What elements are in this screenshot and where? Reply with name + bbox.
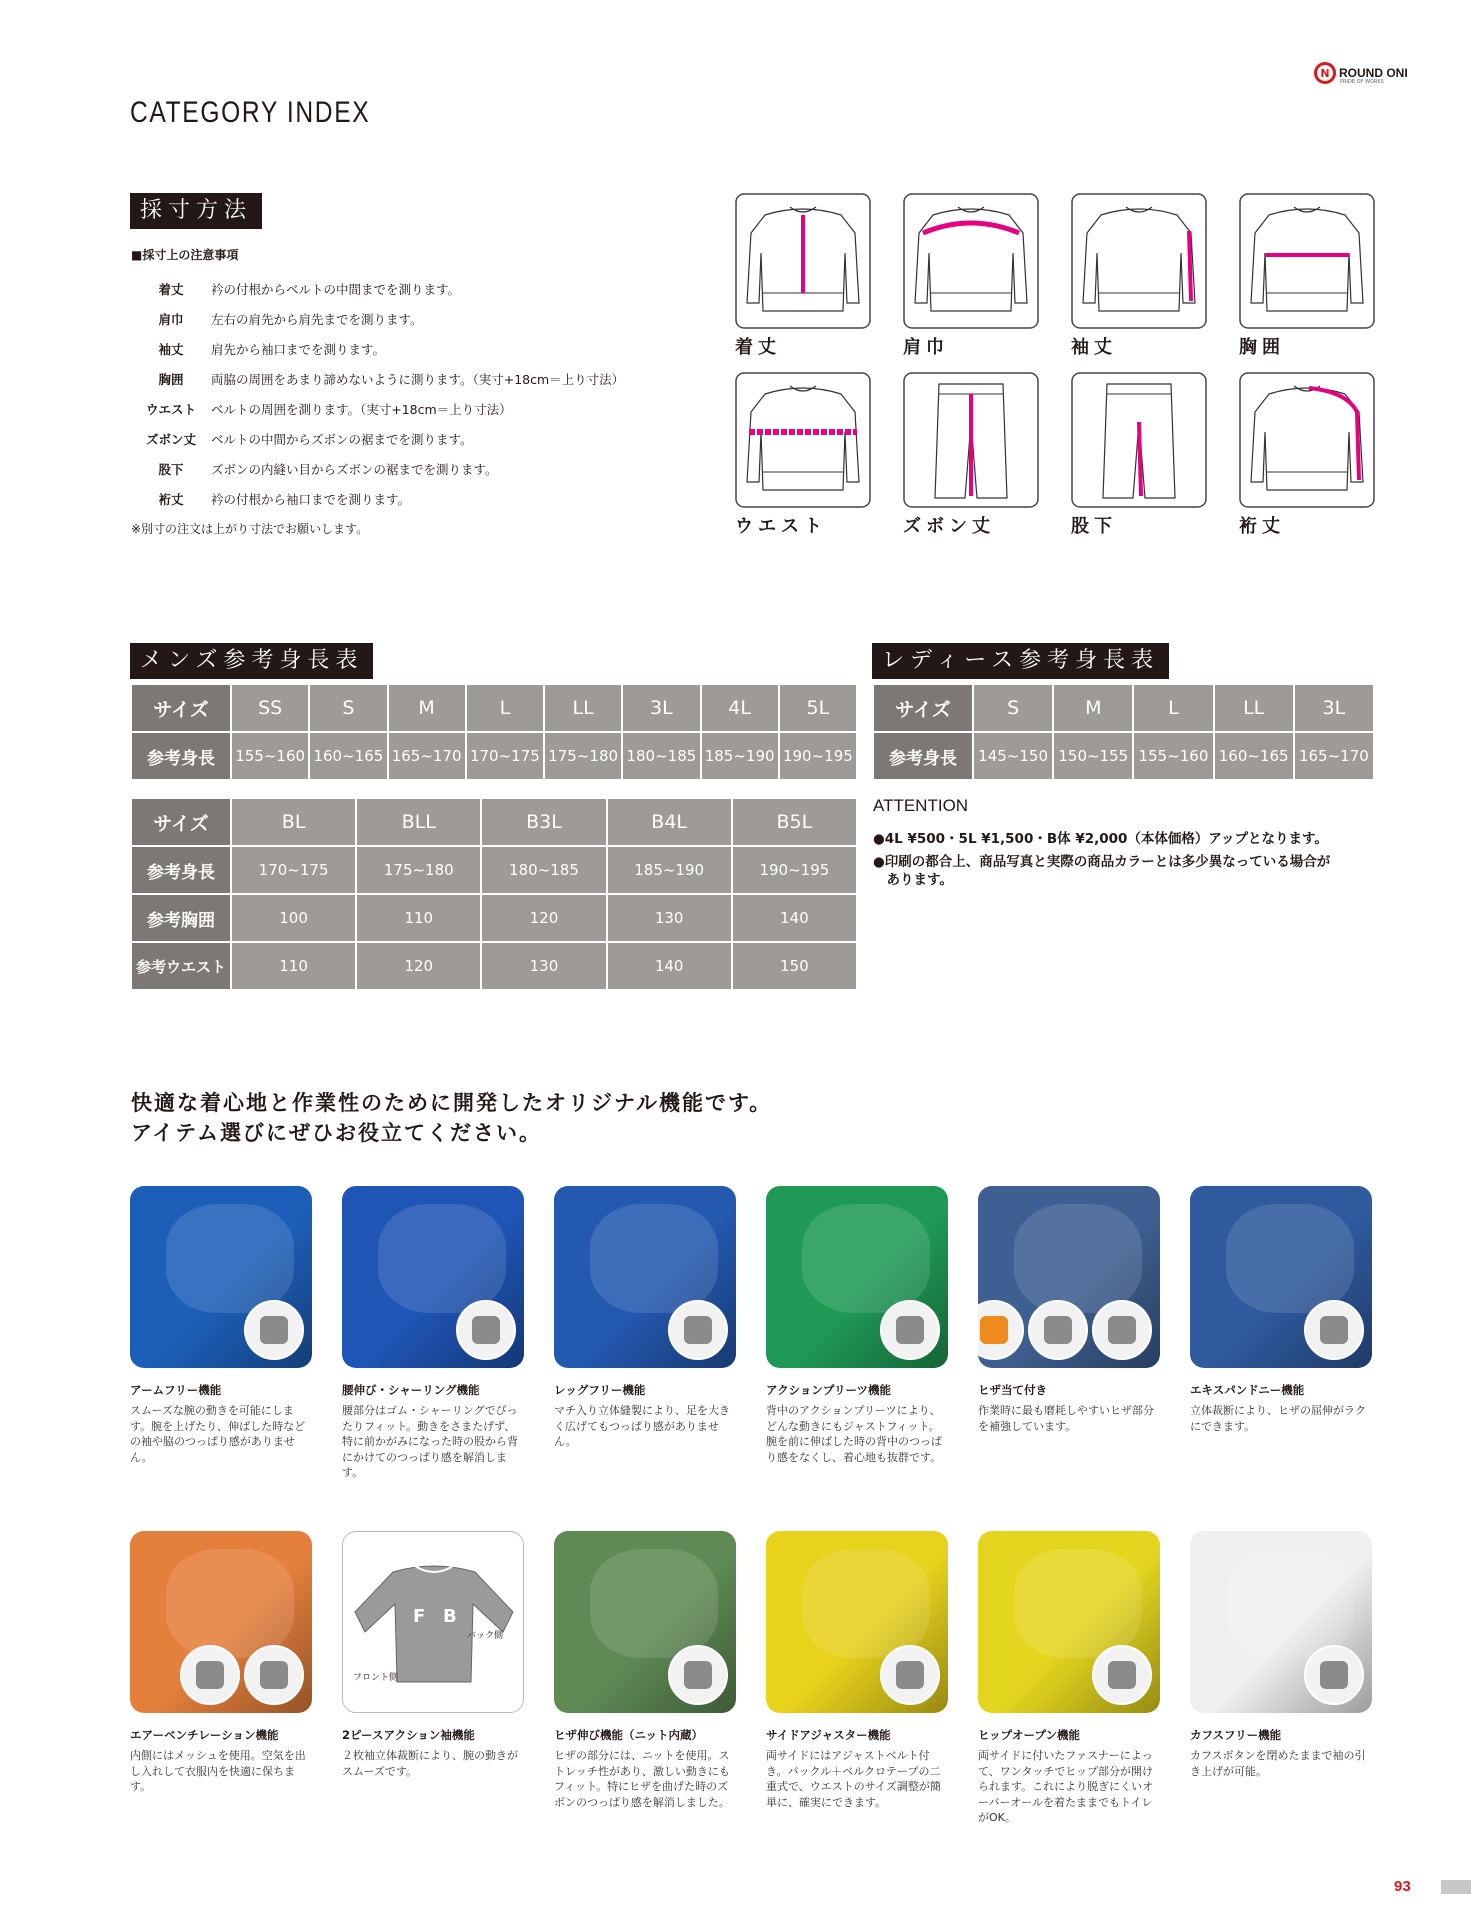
table-cell: 3L (1294, 684, 1374, 732)
garment-diagram-icon (903, 372, 1039, 508)
garment-diagram-icon (1071, 193, 1207, 329)
feature-card (978, 1531, 1160, 1826)
diagram-back-letter: B (443, 1606, 457, 1627)
feature-title: レッグフリー機能 (554, 1383, 646, 1397)
badge-figure (1044, 1316, 1072, 1344)
big-size-table (130, 797, 858, 991)
feature-desc: 腰部分はゴム・シャーリングでぴったりフィット。動きをさまたげず、特に前かがみになった時の股から背にかけてのつっぱり感を解消します。 (342, 1404, 518, 1479)
measure-diagram-label: 肩巾 (903, 337, 949, 358)
table-cell: SS (231, 684, 309, 732)
attention-line: ●4L ¥500・5L ¥1,500・B体 ¥2,000（本体価格）アップとなります。 (873, 831, 1328, 847)
row-header: 参考身長 (131, 846, 231, 894)
attention-line: あります。 (873, 872, 953, 888)
feature-card (554, 1531, 736, 1810)
brand-mark-icon: N (1314, 62, 1336, 84)
table-cell: 185~190 (701, 732, 779, 780)
note-desc: ズボンの内縫い目からズボンの裾までを測ります。 (211, 462, 498, 477)
note-desc: 両脇の周囲をあまり諦めないように測ります。（実寸+18cm＝上り寸法） (211, 372, 625, 387)
feature-card (766, 1531, 948, 1810)
feature-card (766, 1186, 948, 1465)
note-desc: ベルトの中間からズボンの裾までを測ります。 (211, 432, 473, 447)
photo-shade (166, 1549, 293, 1658)
row-header: サイズ (873, 684, 973, 732)
feature-desc: 両サイドにはアジャストベルト付き。バックル＋ベルクロテープの二重式で、ウエストのサイズ調整が簡単に、確実にできます。 (766, 1749, 941, 1809)
badge-figure (896, 1661, 924, 1689)
note-term: 着丈 (158, 282, 184, 297)
feature-desc: 両サイドに付いたファスナーによって、ワンタッチでヒップ部分が開けられます。これにより脱ぎにくいオーバーオールを着たままでもトイレがOK。 (978, 1749, 1154, 1824)
feature-title: 2ピースアクション袖機能 (342, 1728, 475, 1742)
photo-shade (802, 1549, 929, 1658)
table-row (131, 846, 857, 894)
measure-diagram-label: 股下 (1071, 516, 1117, 537)
feature-card (342, 1531, 524, 1779)
feature-badge-icon (244, 1645, 304, 1705)
measure-note (131, 280, 460, 298)
badge-figure (684, 1661, 712, 1689)
feature-badge-icon (978, 1300, 1024, 1360)
table-row (873, 732, 1374, 780)
table-cell: 140 (607, 942, 732, 990)
feature-title: エアーベンチレーション機能 (130, 1728, 279, 1742)
badge-figure (684, 1316, 712, 1344)
photo-shade (802, 1204, 929, 1313)
measure-diagram (1071, 193, 1207, 358)
garment-diagram-icon (735, 193, 871, 329)
note-term: 袖丈 (158, 342, 184, 357)
table-cell: 140 (732, 894, 857, 942)
badge-figure (1320, 1316, 1348, 1344)
measure-diagram-label: 着丈 (735, 337, 781, 358)
table-cell: M (388, 684, 466, 732)
table-cell: 110 (231, 942, 356, 990)
photo-shade (1014, 1549, 1141, 1658)
feature-badge-icon (1304, 1300, 1364, 1360)
garment-diagram-icon (903, 193, 1039, 329)
feature-card (1190, 1531, 1372, 1779)
feature-photo (1190, 1186, 1372, 1368)
badge-figure (260, 1316, 288, 1344)
page-tab (1441, 1880, 1471, 1894)
ladies-table-title: レディース参考身長表 (872, 643, 1169, 679)
table-cell: 180~185 (622, 732, 700, 780)
badge-figure (980, 1316, 1008, 1344)
page-number: 93 (1394, 1878, 1411, 1895)
measure-diagram (903, 193, 1039, 358)
feature-desc: ヒザの部分には、ニットを使用。ストレッチ性があり、激しい動きにもフィット。特にヒザを曲げた時のズボンのつっぱり感を解消しました。 (554, 1749, 730, 1809)
measure-note (131, 430, 473, 448)
feature-photo (342, 1531, 524, 1713)
badge-figure (1320, 1661, 1348, 1689)
table-cell: LL (1214, 684, 1294, 732)
feature-badge-icon (880, 1300, 940, 1360)
mens-table-title: メンズ参考身長表 (130, 643, 373, 679)
diagram-front-letter: F (413, 1606, 426, 1627)
feature-badge-icon (668, 1300, 728, 1360)
row-header: 参考身長 (873, 732, 973, 780)
photo-shade (378, 1204, 505, 1313)
table-cell: B3L (481, 798, 606, 846)
measure-diagram-label: 裄丈 (1239, 516, 1285, 537)
table-cell: 190~195 (779, 732, 857, 780)
measure-note (131, 370, 624, 388)
table-cell: 100 (231, 894, 356, 942)
note-desc: 左右の肩先から肩先までを測ります。 (211, 312, 423, 327)
table-cell: 165~170 (1294, 732, 1374, 780)
features-lead (131, 1088, 772, 1148)
brand-name: ROUND ONI (1339, 66, 1408, 80)
attention-line: ●印刷の都合上、商品写真と実際の商品カラーとは多少異なっている場合が (873, 854, 1331, 870)
table-cell: 155~160 (1133, 732, 1213, 780)
table-row (131, 684, 857, 732)
feature-photo (130, 1531, 312, 1713)
feature-desc: マチ入り立体縫製により、足を大きく広げてもつっぱり感がありません。 (554, 1404, 730, 1448)
feature-card (978, 1186, 1160, 1434)
feature-photo (130, 1186, 312, 1368)
table-cell: 150~155 (1053, 732, 1133, 780)
feature-badge-icon (244, 1300, 304, 1360)
feature-badge-icon (180, 1645, 240, 1705)
feature-card (130, 1186, 312, 1465)
lead-line: 快適な着心地と作業性のために開発したオリジナル機能です。 (131, 1091, 773, 1115)
note-term: 胸囲 (158, 372, 184, 387)
badge-figure (1108, 1316, 1136, 1344)
diagram-front-label: フロント側 (353, 1673, 399, 1683)
garment-diagram-icon (1071, 372, 1207, 508)
photo-shade (1226, 1549, 1353, 1658)
table-cell: M (1053, 684, 1133, 732)
feature-photo (554, 1186, 736, 1368)
photo-shade (166, 1204, 293, 1313)
garment-diagram-icon (1239, 372, 1375, 508)
notes-heading: ■採寸上の注意事項 (131, 248, 239, 262)
table-cell: 160~165 (309, 732, 387, 780)
row-header: 参考胸囲 (131, 894, 231, 942)
measure-note (131, 310, 423, 328)
feature-desc: ２枚袖立体裁断により、腕の動きがスムーズです。 (342, 1749, 518, 1778)
garment-diagram-icon (735, 372, 871, 508)
feature-photo (766, 1186, 948, 1368)
table-cell: 130 (481, 942, 606, 990)
feature-desc: スムーズな腕の動きを可能にします。腕を上げたり、伸ばした時などの袖や脇のつっぱり感がありません。 (130, 1404, 306, 1464)
note-desc: ベルトの周囲を測ります。（実寸+18cm＝上り寸法） (211, 402, 512, 417)
feature-card (342, 1186, 524, 1481)
feature-badge-icon (1304, 1645, 1364, 1705)
measure-diagram (903, 372, 1039, 537)
note-term: 裄丈 (158, 492, 184, 507)
feature-card (1190, 1186, 1372, 1434)
feature-badge-icon (456, 1300, 516, 1360)
badge-figure (896, 1316, 924, 1344)
row-header: サイズ (131, 798, 231, 846)
table-cell: 170~175 (231, 846, 356, 894)
table-cell: 190~195 (732, 846, 857, 894)
measure-diagram (735, 193, 871, 358)
table-cell: BLL (356, 798, 481, 846)
measure-note (131, 400, 512, 418)
table-cell: 155~160 (231, 732, 309, 780)
feature-badge-icon (1092, 1300, 1152, 1360)
note-desc: 衿の付根からベルトの中間までを測ります。 (211, 282, 461, 297)
table-row (131, 942, 857, 990)
measure-diagram (1239, 372, 1375, 537)
table-cell: 120 (356, 942, 481, 990)
badge-figure (1108, 1661, 1136, 1689)
table-cell: 180~185 (481, 846, 606, 894)
brand-logo (1314, 62, 1408, 84)
photo-shade (590, 1549, 717, 1658)
feature-desc: カフスボタンを閉めたままで袖の引き上げが可能。 (1190, 1749, 1366, 1778)
measure-diagram-label: ウエスト (735, 516, 827, 537)
table-cell: 170~175 (466, 732, 544, 780)
badge-figure (260, 1661, 288, 1689)
feature-photo (978, 1186, 1160, 1368)
measure-note (131, 490, 410, 508)
measure-note (131, 340, 385, 358)
attention-title: ATTENTION (873, 796, 969, 815)
ladies-size-table (872, 683, 1375, 781)
feature-title: ヒザ伸び機能（ニット内蔵） (554, 1728, 704, 1742)
measure-note (131, 460, 498, 478)
table-cell: 175~180 (356, 846, 481, 894)
feature-desc: 内側にはメッシュを使用。空気を出し入れして衣服内を快適に保ちます。 (130, 1749, 306, 1793)
feature-title: アームフリー機能 (130, 1383, 222, 1397)
feature-card (130, 1531, 312, 1795)
note-term: 股下 (158, 462, 184, 477)
feature-card (554, 1186, 736, 1450)
table-cell: 3L (622, 684, 700, 732)
feature-title: アクションプリーツ機能 (766, 1383, 892, 1397)
feature-badge-icon (668, 1645, 728, 1705)
note-term: ズボン丈 (145, 432, 196, 447)
feature-title: エキスパンドニー機能 (1190, 1383, 1305, 1397)
page-title: CATEGORY INDEX (130, 96, 371, 129)
diagram-back-label: バック側 (467, 1631, 504, 1641)
measure-diagram (1071, 372, 1207, 537)
feature-title: ヒップオープン機能 (978, 1728, 1081, 1742)
photo-shade (590, 1204, 717, 1313)
table-row (873, 684, 1374, 732)
row-header: サイズ (131, 684, 231, 732)
table-cell: 185~190 (607, 846, 732, 894)
table-cell: 5L (779, 684, 857, 732)
feature-photo (766, 1531, 948, 1713)
feature-badge-icon (1092, 1645, 1152, 1705)
table-row (131, 732, 857, 780)
photo-shade (1014, 1204, 1141, 1313)
measure-diagram (735, 372, 871, 537)
table-cell: S (309, 684, 387, 732)
measure-diagram (1239, 193, 1375, 358)
feature-photo (978, 1531, 1160, 1713)
note-desc: 肩先から袖口までを測ります。 (211, 342, 386, 357)
row-header: 参考ウエスト (131, 942, 231, 990)
table-cell: L (466, 684, 544, 732)
badge-figure (196, 1661, 224, 1689)
measure-diagram-label: ズボン丈 (903, 516, 995, 537)
table-cell: LL (544, 684, 622, 732)
feature-desc: 背中のアクションプリーツにより、どんな動きにもジャストフィット。腕を前に伸ばした時の背中のつっぱり感をなくし、着心地も抜群です。 (766, 1404, 942, 1464)
table-cell: 150 (732, 942, 857, 990)
table-cell: BL (231, 798, 356, 846)
feature-desc: 立体裁断により、ヒザの屈伸がラクにできます。 (1190, 1404, 1366, 1433)
feature-title: ヒザ当て付き (978, 1383, 1047, 1397)
note-term: 肩巾 (158, 312, 184, 327)
sleeve-diagram-icon (343, 1532, 524, 1713)
lead-line: アイテム選びにぜひお役立てください。 (131, 1121, 543, 1145)
badge-figure (472, 1316, 500, 1344)
table-cell: 120 (481, 894, 606, 942)
measure-diagram-label: 胸囲 (1239, 337, 1285, 358)
note-term: ウエスト (145, 402, 196, 417)
table-cell: 145~150 (973, 732, 1053, 780)
feature-badge-icon (1028, 1300, 1088, 1360)
table-cell: 130 (607, 894, 732, 942)
feature-title: 腰伸び・シャーリング機能 (342, 1383, 480, 1397)
table-cell: 160~165 (1214, 732, 1294, 780)
brand-sub: PRIDE OF WORKS (1340, 79, 1384, 85)
mens-size-table (130, 683, 858, 781)
table-cell: L (1133, 684, 1213, 732)
table-cell: 110 (356, 894, 481, 942)
measure-section-title: 採寸方法 (130, 193, 262, 229)
feature-badge-icon (880, 1645, 940, 1705)
feature-photo (554, 1531, 736, 1713)
feature-photo (342, 1186, 524, 1368)
note-desc: 衿の付根から袖口までを測ります。 (211, 492, 411, 507)
table-row (131, 798, 857, 846)
table-cell: B5L (732, 798, 857, 846)
garment-diagram-icon (1239, 193, 1375, 329)
table-row (131, 894, 857, 942)
measure-diagram-label: 袖丈 (1071, 337, 1117, 358)
feature-title: サイドアジャスター機能 (766, 1728, 891, 1742)
feature-photo (1190, 1531, 1372, 1713)
table-cell: B4L (607, 798, 732, 846)
table-cell: 175~180 (544, 732, 622, 780)
measure-footnote: ※別寸の注文は上がり寸法でお願いします。 (131, 522, 369, 536)
table-cell: S (973, 684, 1053, 732)
feature-title: カフスフリー機能 (1190, 1728, 1282, 1742)
row-header: 参考身長 (131, 732, 231, 780)
feature-desc: 作業時に最も磨耗しやすいヒザ部分を補強しています。 (978, 1404, 1154, 1433)
table-cell: 165~170 (388, 732, 466, 780)
photo-shade (1226, 1204, 1353, 1313)
table-cell: 4L (701, 684, 779, 732)
